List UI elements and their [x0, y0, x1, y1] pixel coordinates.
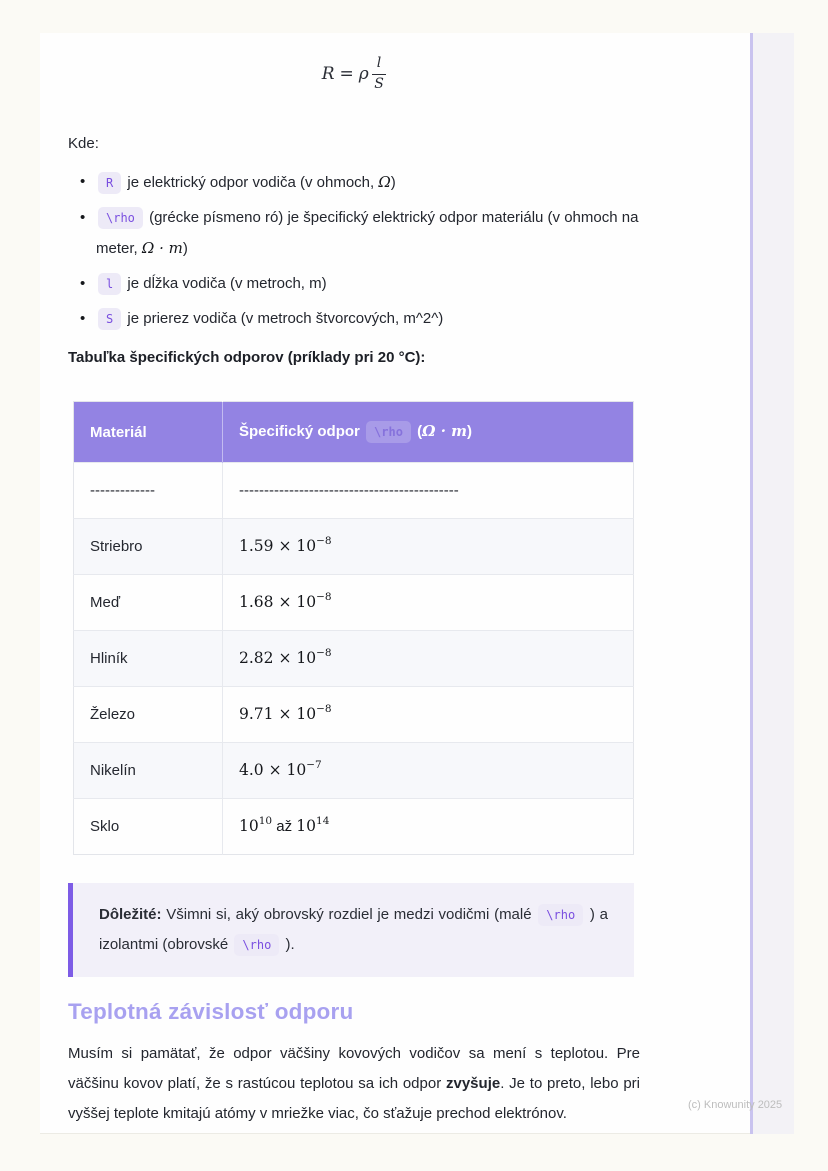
list-item-l: [80, 269, 640, 299]
list-item-text: (grécke písmeno ró) je špecifický elektrický odpor materiálu (v ohmoch na meter,: [96, 209, 639, 257]
formula-numerator: l: [372, 55, 386, 75]
list-item-s: [80, 304, 640, 334]
inline-code-token-rho: \rho: [538, 904, 583, 926]
value-cell: $2.82 \times 10^{-8}$: [223, 631, 634, 687]
paragraph-bold-word: zvyšuje: [446, 1075, 501, 1092]
divider-cell-value: --------------------------------------------: [223, 463, 634, 519]
inline-code-token-rho-header: \rho: [366, 421, 411, 443]
formula-rho: ρ: [358, 64, 369, 84]
definitions-list: [68, 167, 640, 334]
formula-lhs: R: [321, 64, 335, 84]
material-cell: Meď: [74, 575, 223, 631]
material-cell: Železo: [74, 687, 223, 743]
value-cell: $1.59 \times 10^{-8}$: [223, 519, 634, 575]
list-item-text: je dĺžka vodiča (v metroch, m): [123, 275, 327, 292]
section-heading-temperature: Teplotná závislosť odporu: [68, 999, 354, 1024]
material-cell: Sklo: [74, 799, 223, 855]
kde-label: Kde:: [68, 135, 99, 152]
table-heading: Tabuľka špecifických odporov (príklady pri 20 °C):: [68, 349, 426, 366]
inline-code-token-rho: \rho: [98, 207, 143, 229]
value-cell: $4.0 \times 10^{-7}$: [223, 743, 634, 799]
list-item-rho: [80, 203, 640, 264]
omega-symbol: Ω: [378, 173, 391, 191]
callout-text: ).: [281, 936, 295, 953]
list-item-text: ): [182, 240, 188, 257]
list-item-text: ): [390, 174, 396, 191]
knowunity-watermark: (c) Knowunity 2025: [688, 1099, 783, 1111]
table-header-row: [74, 402, 634, 463]
value-cell: $10^{10}$ až $10^{14}$: [223, 799, 634, 855]
column-header-resistivity: [223, 402, 634, 463]
value-cell: $1.68 \times 10^{-8}$: [223, 575, 634, 631]
unit-close-paren: ): [467, 423, 473, 440]
inline-code-token-l: l: [98, 273, 121, 295]
formula-denominator: S: [374, 75, 384, 92]
ohm-meter-unit: Ω · m: [141, 239, 183, 257]
unit-ohm-meter: Ω · m: [422, 422, 468, 440]
formula-fraction: [372, 55, 386, 93]
table-row: [74, 799, 634, 855]
inline-code-token-r: R: [98, 172, 121, 194]
table-divider-row: [74, 463, 634, 519]
temperature-paragraph: [68, 1039, 640, 1129]
table-row: [74, 743, 634, 799]
table-row: [74, 687, 634, 743]
page-edge-strip: [753, 33, 794, 1134]
callout-label: Dôležité:: [99, 906, 162, 923]
divider-cell-material: -------------: [74, 463, 223, 519]
paragraph-text: Musím si pamätať, že odpor väčšiny kovových vodičov sa mení s teplotou. Pre väčšinu kovov platí, že s rastúcou teplotou sa ich odpor: [68, 1045, 640, 1092]
value-cell: $9.71 \times 10^{-8}$: [223, 687, 634, 743]
table-row: [74, 575, 634, 631]
inline-code-token-s: S: [98, 308, 121, 330]
callout-text: Všimni si, aký obrovský rozdiel je medzi vodičmi (malé: [161, 906, 537, 923]
column-header-material: Materiál: [74, 402, 223, 463]
document-page: [40, 33, 750, 1134]
material-cell: Nikelín: [74, 743, 223, 799]
inline-code-token-rho: \rho: [234, 934, 279, 956]
column-header-text: Špecifický odpor: [239, 423, 360, 440]
unit-open-paren: (: [417, 423, 423, 440]
formula-equals: =: [339, 64, 354, 84]
paragraph-text: . Je to preto, lebo pri vyššej teplote kmitajú atómy v mriežke viac, čo sťažuje prechod elektrónov.: [68, 1075, 641, 1122]
list-item-text: je elektrický odpor vodiča (v ohmoch,: [123, 174, 379, 191]
document-content: [40, 33, 750, 1129]
important-callout: [68, 883, 634, 977]
material-cell: Hliník: [74, 631, 223, 687]
table-row: [74, 519, 634, 575]
material-cell: Striebro: [74, 519, 223, 575]
list-item-text: je prierez vodiča (v metroch štvorcových, m^2^): [123, 310, 444, 327]
resistivity-table: [73, 401, 634, 855]
callout-text: ) a izolantmi (obrovské: [99, 906, 608, 953]
table-row: [74, 631, 634, 687]
formula-expression: [322, 55, 387, 93]
resistance-formula: [68, 55, 640, 103]
list-item-r: [80, 167, 640, 198]
